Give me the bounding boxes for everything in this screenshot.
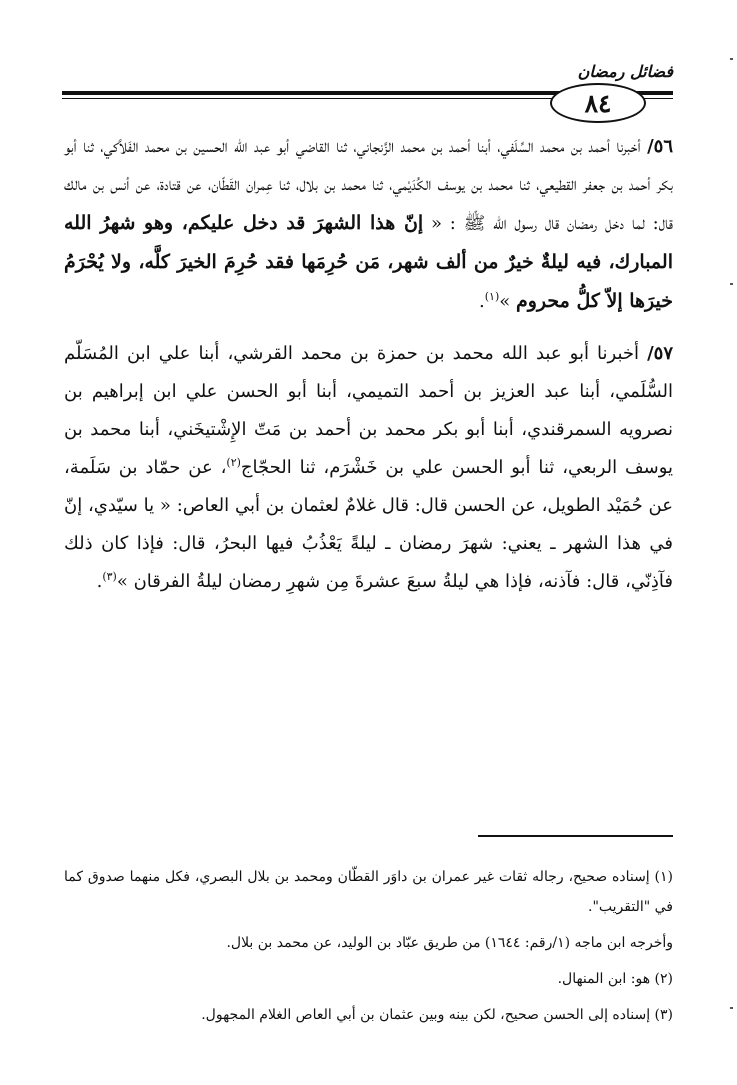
isnad-text: أخبرنا أبو عبد الله محمد بن حمزة بن محمد القرشي، أبنا علي ابن المُسَلّم السُّلَمي، أبنا عبد العزيز بن أحمد التميمي، أبنا أبو الحسن علي ابن إبراهيم بن نصرويه السمرقندي، أبنا أبو بكر محمد بن أحمد بن مَتّ الإِشْتيخَني، أبنا محمد بن يوسف الربعي، ثنا أبو الحسن علي بن خَشْرَم، ثنا الحجّاج — [64, 343, 674, 478]
period: . — [478, 291, 485, 312]
period: . — [96, 571, 103, 592]
footnote-ref: (٣) — [102, 570, 117, 583]
footnote-1-continued: وأخرجه ابن ماجه (١/رقم: ١٦٤٤) من طريق عبّاد بن الوليد، عن محمد بن بلال. — [226, 935, 673, 951]
footnote-1: (١) إسناده صحيح، رجاله ثقات غير عمران بن داوَر القطّان ومحمد بن بلال البصري، فكل منهما صدوق كما في "التقريب". — [64, 869, 673, 915]
paragraph-number: ٥٧/ — [647, 343, 673, 364]
scan-edge-mark — [730, 1007, 733, 1009]
footnotes — [64, 862, 673, 1036]
page-header — [62, 60, 673, 120]
footnote-separator — [478, 835, 673, 837]
footnote-ref: (٢) — [226, 456, 241, 469]
hadith-paragraph-56 — [64, 128, 673, 321]
page-number: ٨٤ — [550, 83, 646, 123]
footnote-2: (٢) هو: ابن المنهال. — [557, 971, 673, 987]
quote-close: » — [499, 291, 516, 312]
hadith-text: إنّ هذا الشهرَ قد دخل عليكم، وهو شهرُ الله المبارك، فيه ليلةٌ خيرٌ من ألف شهر، مَن حُرِمَها فقد حُرِمَ الخيرَ كلَّه، ولا يُحْرَمُ خيرَها إلاّ كلُّ محروم — [64, 212, 673, 312]
running-title: فضائل رمضان — [577, 62, 673, 81]
footnote-ref: (١) — [484, 290, 500, 303]
paragraph-number: ٥٦/ — [647, 136, 674, 157]
main-text — [64, 128, 673, 615]
hadith-paragraph-57 — [64, 335, 673, 601]
scan-edge-mark — [730, 283, 733, 285]
footnote-3: (٣) إسناده إلى الحسن صحيح، لكن بينه وبين عثمان بن أبي العاص الغلام المجهول. — [201, 1007, 673, 1023]
narration-text: ، عن حمّاد بن سَلَمة، عن حُمَيْد الطويل، عن الحسن قال: قال غلامٌ لعثمان بن أبي العاص: « يا سيّدي، إنّ في هذا الشهر ـ يعني: شهرَ رمضان ـ ليلةً يَعْذُبُ فيها البحرُ، قال: فإذا كان ذلك فآذِنّي، قال: فآذنه، فإذا هي ليلةُ سبعَ عشرةَ مِن شهرِ رمضان ليلةُ الفرقان » — [64, 457, 673, 592]
scan-edge-mark — [730, 58, 733, 60]
isnad-text: أخبرنا أحمد بن محمد السِّلَفي، أبنا أحمد بن محمد الزَّنجاني، ثنا القاضي أبو عبد الله الحسين بن محمد الفَلاَّكي، ثنا أبو بكر أحمد بن جعفر القطيعي، ثنا محمد بن يوسف الكُدَيْمي، ثنا محمد بن بلال، ثنا عِمران القَطّان، عن قتادة، عن أنس بن مالك قال: لما دخل رمضان قال رسول الله ﷺ : « — [64, 136, 673, 234]
